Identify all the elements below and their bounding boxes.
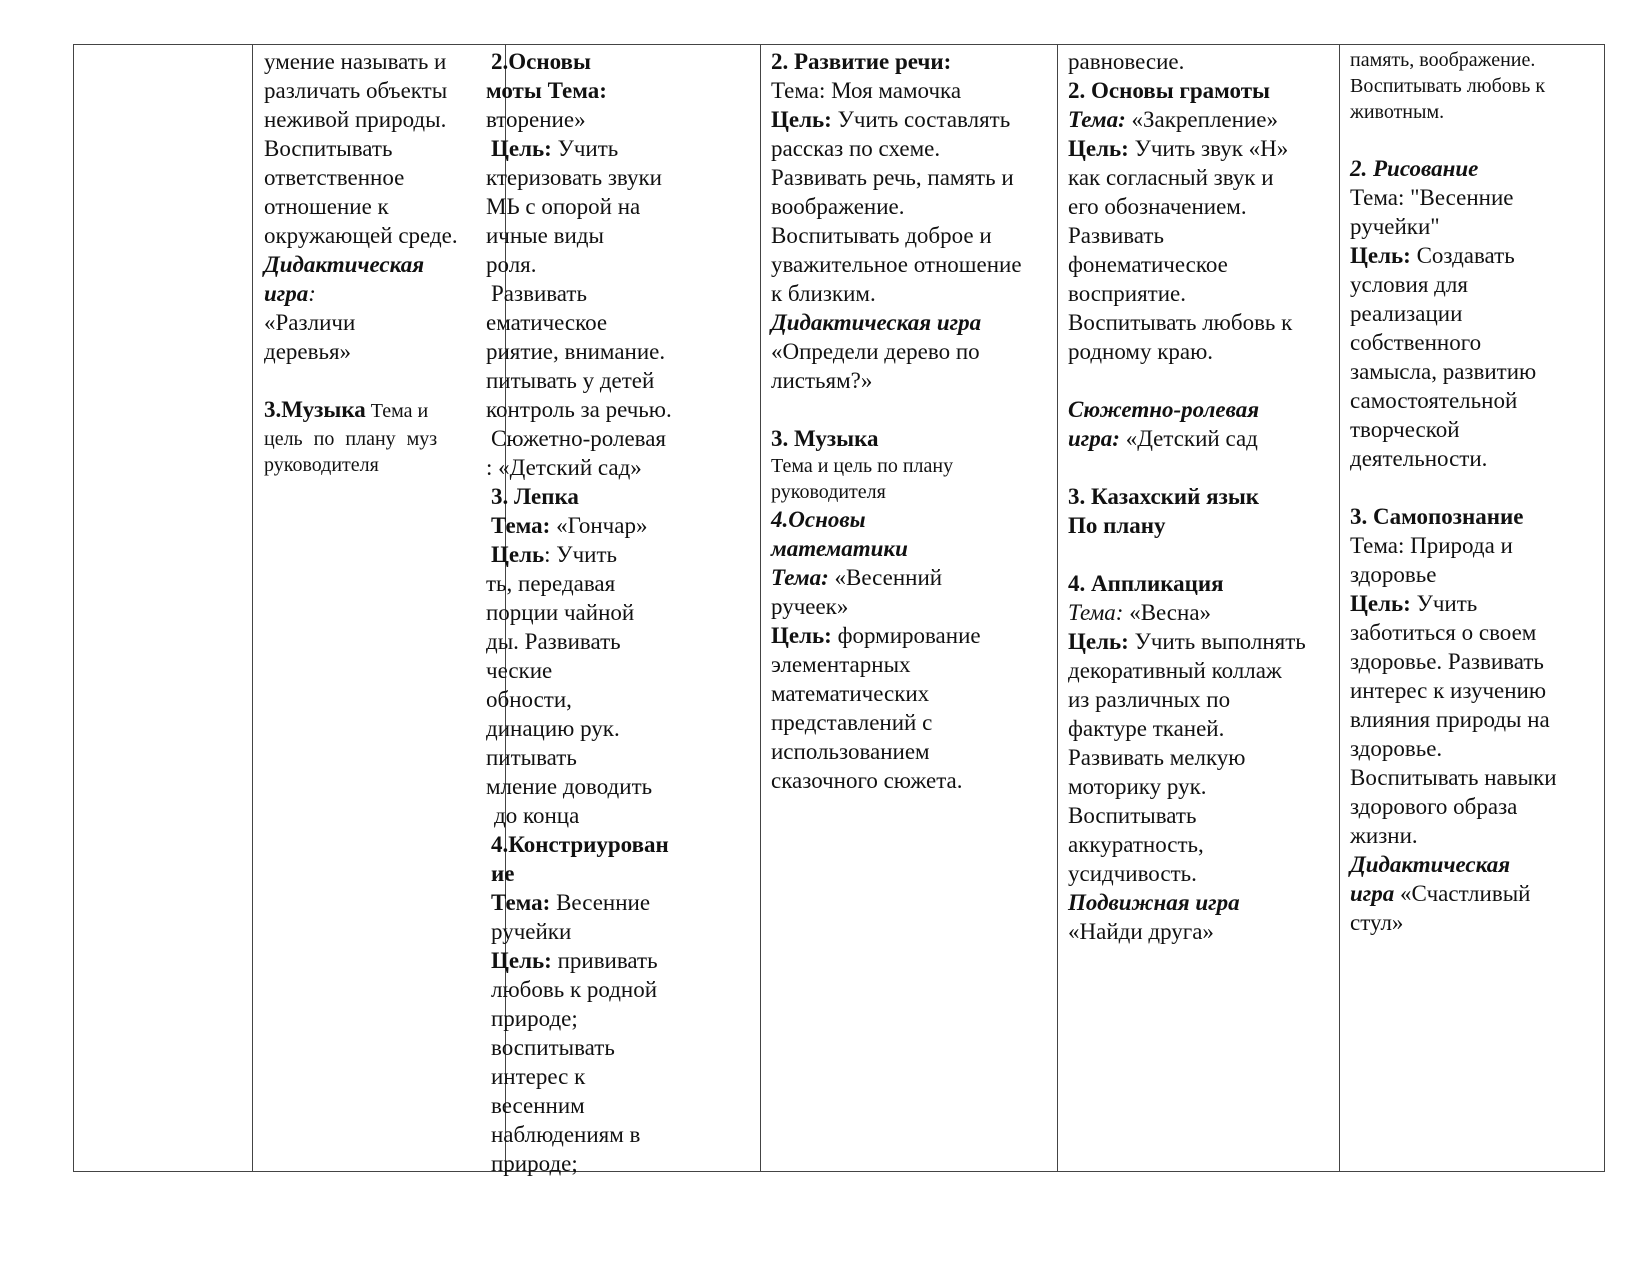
text-line: Тема: Моя мамочка <box>771 78 962 103</box>
text-line: различать объекты <box>264 78 448 103</box>
text-line: жизни. <box>1350 823 1418 848</box>
text-line: Воспитывать навыки <box>1350 765 1557 790</box>
text-line: Воспитывать <box>264 136 393 161</box>
text-line: Цель: Учить <box>491 542 618 567</box>
text-line: цель по плану муз <box>264 428 438 450</box>
text-line: декоративный коллаж <box>1068 658 1282 683</box>
text-line: память, воображение. <box>1350 49 1536 71</box>
section-heading: 2. Основы грамоты <box>1068 78 1270 103</box>
section-heading: моты Тема: <box>486 78 607 103</box>
table-cell-empty <box>74 45 252 1171</box>
text-line: элементарных <box>771 652 911 677</box>
text-line: динацию рук. <box>486 716 620 741</box>
text-line: интерес к изучению <box>1350 678 1547 703</box>
text-line: представлений с <box>771 710 933 735</box>
didactic-heading: Дидактическая игра <box>771 310 982 335</box>
text-line: обности, <box>486 687 572 712</box>
text-line: Развивать <box>491 281 587 306</box>
text-line: деятельности. <box>1350 446 1488 471</box>
text-line: любовь к родной <box>491 977 658 1002</box>
text-line: Тема: Природа и <box>1350 533 1513 558</box>
text-line: игра «Счастливый <box>1350 881 1531 906</box>
text-line: ручеек» <box>771 594 849 619</box>
text-line: Тема: "Весенние <box>1350 185 1514 210</box>
table-cell-col6 <box>1339 45 1606 1171</box>
text-line: к близким. <box>771 281 876 306</box>
section-heading: 4. Аппликация <box>1068 571 1224 596</box>
text-line: листьям?» <box>771 368 873 393</box>
text-line: Воспитывать доброе и <box>771 223 992 248</box>
text-line: Цель: прививать <box>491 948 658 973</box>
text-line: роля. <box>486 252 537 277</box>
text-line: замысла, развитию <box>1350 359 1537 384</box>
section-heading: 3. Самопознание <box>1350 504 1524 529</box>
text-line: руководителя <box>771 481 886 503</box>
text-line: творческой <box>1350 417 1460 442</box>
text-line: Тема и цель по плану <box>771 455 954 477</box>
text-line: Развивать речь, память и <box>771 165 1014 190</box>
text-line: ответственное <box>264 165 405 190</box>
text-line: Воспитывать любовь к <box>1350 75 1546 97</box>
text-line: его обозначением. <box>1068 194 1247 219</box>
text-line: до конца <box>494 803 580 828</box>
section-heading: 3. Лепка <box>491 484 579 509</box>
text-line: ды. Развивать <box>486 629 621 654</box>
text-line: равновесие. <box>1068 49 1185 74</box>
music-heading: 3.Музыка Тема и <box>264 397 429 422</box>
section-heading: По плану <box>1068 513 1166 538</box>
text-line: «Определи дерево по <box>771 339 980 364</box>
text-line: Развивать <box>1068 223 1164 248</box>
text-line: здоровье. <box>1350 736 1443 761</box>
text-line: стул» <box>1350 910 1404 935</box>
text-line: из различных по <box>1068 687 1231 712</box>
text-line: игра: «Детский сад <box>1068 426 1258 451</box>
text-line: Сюжетно-ролевая <box>491 426 666 451</box>
table-cell-col5 <box>1057 45 1339 1171</box>
text-line: ть, передавая <box>486 571 616 596</box>
section-heading: Подвижная игра <box>1068 890 1240 915</box>
text-line: ческие <box>486 658 553 683</box>
text-line: здоровье <box>1350 562 1437 587</box>
section-heading: 3. Музыка <box>771 426 879 451</box>
didactic-game-label: игра: <box>264 281 316 306</box>
text-line: Цель: формирование <box>771 623 981 648</box>
text-line: ичные виды <box>486 223 604 248</box>
text-line: влияния природы на <box>1350 707 1550 732</box>
text-line: наблюдениям в <box>491 1122 641 1147</box>
text-line: условия для <box>1350 272 1468 297</box>
text-line: мление доводить <box>486 774 653 799</box>
text-line: ктеризовать звуки <box>486 165 662 190</box>
text-line: восприятие. <box>1068 281 1186 306</box>
text-line: самостоятельной <box>1350 388 1518 413</box>
text-line: реализации <box>1350 301 1463 326</box>
text-line: сказочного сюжета. <box>771 768 963 793</box>
schedule-table <box>73 44 1605 1176</box>
table-cell-col2 <box>252 45 505 1171</box>
text-line: здоровье. Развивать <box>1350 649 1544 674</box>
text-line: Воспитывать <box>1068 803 1197 828</box>
section-heading: ие <box>491 861 515 886</box>
section-heading: 2. Развитие речи: <box>771 49 952 74</box>
section-heading: 4.Констриурован <box>491 832 669 857</box>
text-line: «Найди друга» <box>1068 919 1214 944</box>
text-line: собственного <box>1350 330 1482 355</box>
text-line: воображение. <box>771 194 905 219</box>
text-line: вторение» <box>486 107 586 132</box>
text-line: риятие, внимание. <box>486 339 666 364</box>
section-heading: Сюжетно-ролевая <box>1068 397 1260 422</box>
text-line: отношение к <box>264 194 389 219</box>
text-line: усидчивость. <box>1068 861 1197 886</box>
text-line: Цель: Создавать <box>1350 243 1515 268</box>
text-line: Тема: «Весна» <box>1068 600 1212 625</box>
section-heading: 3. Казахский язык <box>1068 484 1260 509</box>
text-line: контроль за речью. <box>486 397 672 422</box>
section-heading: 2.Основы <box>491 49 591 74</box>
text-line: моторику рук. <box>1068 774 1207 799</box>
text-line: математических <box>771 681 930 706</box>
didactic-heading: Дидактическая <box>264 252 425 277</box>
text-line: питывать <box>486 745 577 770</box>
text-line: неживой природы. <box>264 107 447 132</box>
text-line: природе; <box>491 1006 578 1031</box>
text-line: фонематическое <box>1068 252 1228 277</box>
text-line: Цель: Учить <box>1350 591 1478 616</box>
text-line: воспитывать <box>491 1035 615 1060</box>
section-heading: 2. Рисование <box>1350 156 1479 181</box>
text-line: Тема: «Гончар» <box>491 513 648 538</box>
section-heading: 4.Основы <box>771 507 866 532</box>
text-line: : «Детский сад» <box>486 455 642 480</box>
text-line: «Различи <box>264 310 356 335</box>
text-line: весенним <box>491 1093 585 1118</box>
text-line: Цель: Учить выполнять <box>1068 629 1306 654</box>
didactic-heading: Дидактическая <box>1350 852 1511 877</box>
text-line: руководителя <box>264 454 379 476</box>
text-line: Цель: Учить звук «Н» <box>1068 136 1289 161</box>
text-line: Развивать мелкую <box>1068 745 1246 770</box>
text-line: животным. <box>1350 101 1445 123</box>
text-line: ручейки" <box>1350 214 1440 239</box>
text-line: окружающей среде. <box>264 223 458 248</box>
text-line: аккуратность, <box>1068 832 1204 857</box>
text-line: порции чайной <box>486 600 635 625</box>
text-line: ручейки <box>491 919 572 944</box>
text-line: Цель: Учить составлять <box>771 107 1011 132</box>
text-line: как согласный звук и <box>1068 165 1274 190</box>
text-line: фактуре тканей. <box>1068 716 1225 741</box>
text-line: Воспитывать любовь к <box>1068 310 1293 335</box>
text-line: использованием <box>771 739 930 764</box>
text-line: родному краю. <box>1068 339 1214 364</box>
text-line: заботиться о своем <box>1350 620 1537 645</box>
text-line: питывать у детей <box>486 368 655 393</box>
text-line: Тема: «Весенний <box>771 565 943 590</box>
text-line: Тема: Весенние <box>491 890 651 915</box>
text-line: деревья» <box>264 339 352 364</box>
text-line: ематическое <box>486 310 608 335</box>
text-line: Цель: Учить <box>491 136 619 161</box>
section-heading: математики <box>771 536 908 561</box>
text-line: уважительное отношение <box>771 252 1022 277</box>
text-line: Тема: «Закрепление» <box>1068 107 1278 132</box>
text-line: интерес к <box>491 1064 586 1089</box>
text-line: умение называть и <box>264 49 447 74</box>
table-cell-col3 <box>486 45 760 1176</box>
text-line: здорового образа <box>1350 794 1518 819</box>
table-cell-col4 <box>760 45 1057 1171</box>
text-line: природе; <box>491 1151 578 1176</box>
text-line: МЬ с опорой на <box>486 194 641 219</box>
text-line: рассказ по схеме. <box>771 136 941 161</box>
